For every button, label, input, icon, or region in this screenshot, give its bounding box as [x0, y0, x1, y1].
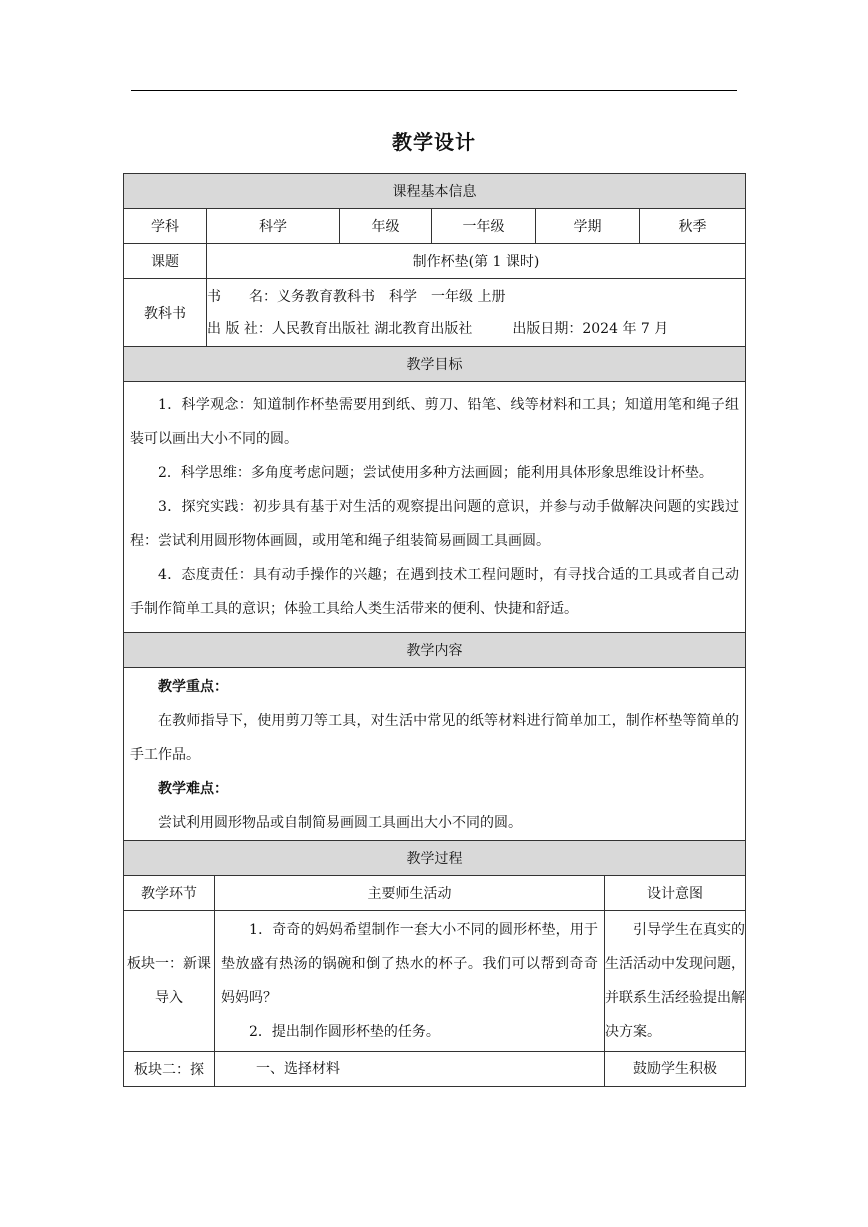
stage-cell: 板块一：新课导入 [124, 911, 215, 1052]
col-activity: 主要师生活动 [215, 876, 605, 911]
pub-date-value: 2024 年 7 月 [582, 320, 669, 337]
difficulty-text: 尝试利用圆形物品或自制简易画圆工具画出大小不同的圆。 [158, 815, 522, 831]
col-stage: 教学环节 [124, 876, 215, 911]
key-points-label: 教学重点： [158, 679, 228, 695]
key-points-text: 在教师指导下，使用剪刀等工具，对生活中常见的纸等材料进行简单加工，制作杯垫等简单的手工作品。 [130, 713, 739, 763]
objective-item: 4．态度责任：具有动手操作的兴趣；在遇到技术工程问题时，有寻找合适的工具或者自己动手制作简单工具的意识；体验工具给人类生活带来的便利、快捷和舒适。 [130, 567, 739, 617]
publisher-line [207, 313, 745, 345]
topic-row [124, 244, 746, 279]
basic-info-header: 课程基本信息 [124, 174, 746, 209]
book-name-value: 义务教育教科书 科学 一年级 上册 [277, 288, 506, 305]
subject-label: 学科 [124, 209, 207, 244]
table-row [124, 1052, 746, 1087]
objective-item: 2．科学思维：多角度考虑问题；尝试使用多种方法画圆；能利用具体形象思维设计杯垫。 [158, 465, 713, 481]
activity-item: 2．提出制作圆形杯垫的任务。 [249, 1024, 440, 1040]
content-row [124, 668, 746, 841]
lesson-plan-table [123, 173, 746, 1087]
book-name-label: 书 名： [207, 288, 277, 305]
topic-value: 制作杯垫(第 1 课时) [207, 244, 746, 279]
textbook-label: 教科书 [124, 279, 207, 347]
header-rule [131, 90, 737, 91]
document-title: 教学设计 [392, 130, 476, 154]
objective-item: 1．科学观念：知道制作杯垫需要用到纸、剪刀、铅笔、线等材料和工具；知道用笔和绳子组装可以画出大小不同的圆。 [130, 397, 739, 447]
objectives-body [124, 382, 746, 633]
publisher-value: 人民教育出版社 湖北教育出版社 [271, 320, 473, 337]
topic-label: 课题 [124, 244, 207, 279]
objectives-row [124, 382, 746, 633]
intent-cell: 引导学生在真实的生活活动中发现问题，并联系生活经验提出解决方案。 [605, 911, 746, 1052]
subject-value: 科学 [207, 209, 340, 244]
difficulty-label: 教学难点： [158, 781, 228, 797]
grade-label: 年级 [340, 209, 432, 244]
publisher-label: 出 版 社： [207, 320, 272, 337]
pub-date-label: 出版日期： [512, 320, 583, 337]
table-row [124, 911, 746, 1052]
term-value: 秋季 [640, 209, 746, 244]
stage-cell: 板块二：探 [124, 1052, 215, 1087]
book-name-line [207, 281, 745, 313]
content-body [124, 668, 746, 841]
objective-item: 3．探究实践：初步具有基于对生活的观察提出问题的意识，并参与动手做解决问题的实践过程：尝试利用圆形物体画圆，或用笔和绳子组装简易画圆工具画圆。 [130, 499, 739, 549]
grade-value: 一年级 [432, 209, 536, 244]
process-columns-row [124, 876, 746, 911]
process-header-row [124, 841, 746, 876]
basic-info-header-row [124, 174, 746, 209]
activity-cell [215, 911, 605, 1052]
intent-cell: 鼓励学生积极 [605, 1052, 746, 1087]
activity-item: 一、选择材料 [256, 1061, 340, 1077]
textbook-info [207, 279, 746, 347]
activity-cell [215, 1052, 605, 1087]
objectives-header: 教学目标 [124, 347, 746, 382]
subject-row [124, 209, 746, 244]
content-header-row [124, 633, 746, 668]
content-header: 教学内容 [124, 633, 746, 668]
process-header: 教学过程 [124, 841, 746, 876]
textbook-row [124, 279, 746, 347]
activity-item: 1．奇奇的妈妈希望制作一套大小不同的圆形杯垫，用于垫放盛有热汤的锅碗和倒了热水的杯子。我们可以帮到奇奇妈妈吗？ [221, 922, 598, 1006]
term-label: 学期 [536, 209, 640, 244]
col-intent: 设计意图 [605, 876, 746, 911]
objectives-header-row [124, 347, 746, 382]
